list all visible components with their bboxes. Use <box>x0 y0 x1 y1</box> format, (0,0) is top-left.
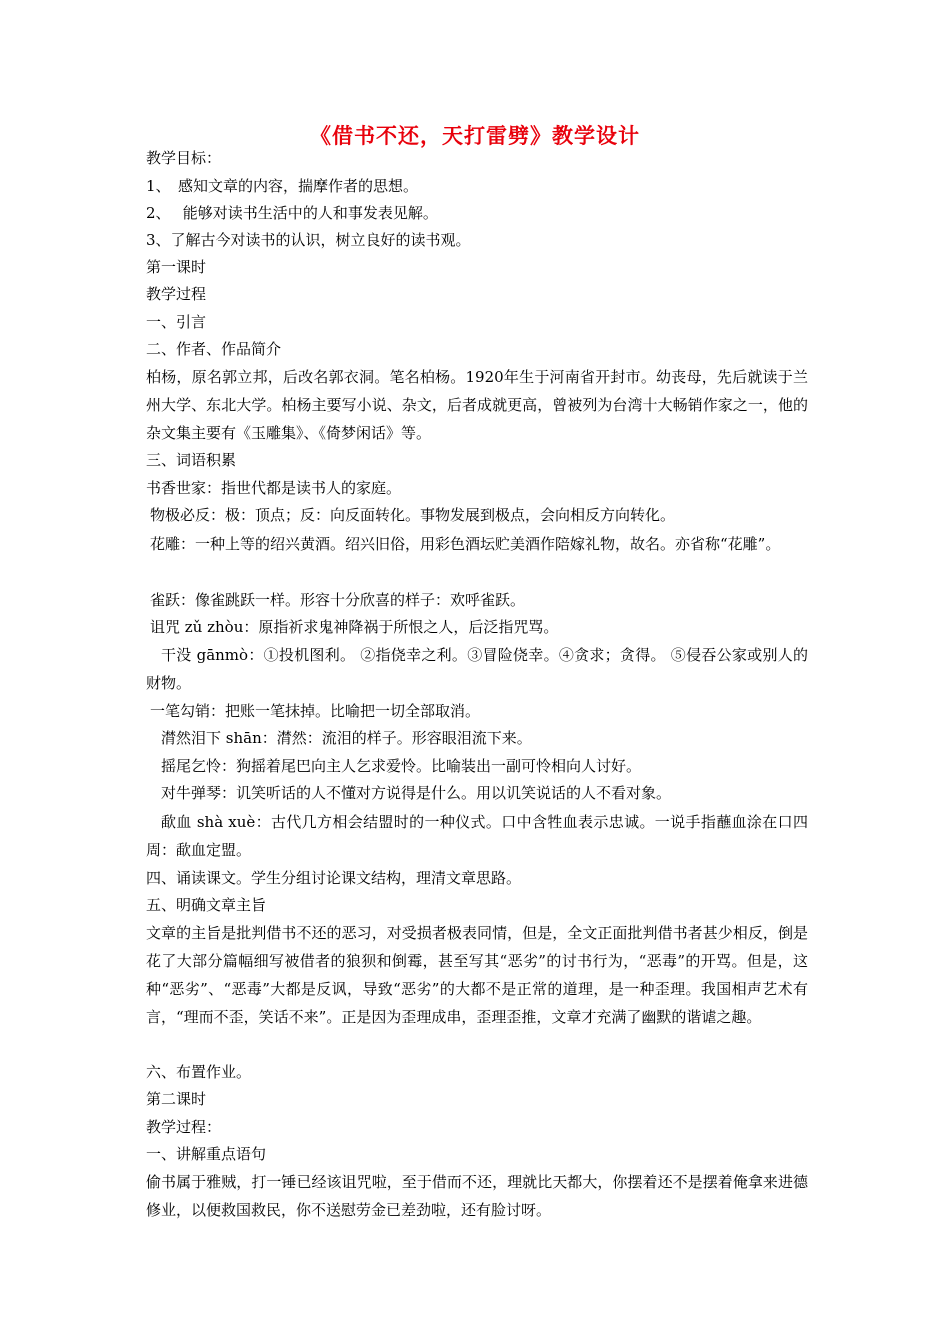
vocab-item: 摇尾乞怜：狗摇着尾巴向主人乞求爱怜。比喻装出一副可怜相向人讨好。 <box>161 757 642 775</box>
theme-paragraph: 文章的主旨是批判借书不还的恶习，对受损者极表同情，但是，全文正面批判借书者甚少相反，倒是花了大部分篇幅细写被借者的狼狈和倒霉，甚至写其“恶劣”的讨书行为，“恶毒”的开骂。但是，这种“恶劣”、“恶毒”大都是反讽，导致“恶劣”的大都不是正常的道理，是一种歪理。我国相声艺术有言，“理而不歪，笑话不来”。正是因为歪理成串，歪理歪推，文章才充满了幽默的谐谑之趣。 <box>146 924 808 1026</box>
vocab-item: 对牛弹琴：讥笑听话的人不懂对方说得是什么。用以讥笑说话的人不看对象。 <box>161 784 672 802</box>
section-reading: 四、诵读课文。学生分组讨论课文结构，理清文章思路。 <box>146 869 522 887</box>
vocab-item: 诅咒 zǔ zhòu：原指祈求鬼神降祸于所恨之人，后泛指咒骂。 <box>150 618 559 636</box>
author-intro-paragraph: 柏杨，原名郭立邦，后改名郭衣洞。笔名柏杨。1920年生于河南省开封市。幼丧母，先后就读于兰州大学、东北大学。柏杨主要写小说、杂文，后者成就更高，曾被列为台湾十大畅销作家之一，他的杂文集主要有《玉雕集》、《倚梦闲话》等。 <box>146 368 808 442</box>
vocab-item: 花雕：一种上等的绍兴黄酒。绍兴旧俗，用彩色酒坛贮美酒作陪嫁礼物，故名。亦省称“花雕”。 <box>150 535 781 553</box>
section-theme: 五、明确文章主旨 <box>146 896 267 914</box>
section-vocabulary: 三、词语积累 <box>146 451 237 469</box>
goal-3: 3、了解古今对读书的认识，树立良好的读书观。 <box>146 231 471 249</box>
lesson-2-heading: 第二课时 <box>146 1090 207 1108</box>
vocab-item: 一笔勾销：把账一笔抹掉。比喻把一切全部取消。 <box>150 702 481 720</box>
section-key-sentences: 一、讲解重点语句 <box>146 1145 267 1163</box>
section-homework: 六、布置作业。 <box>146 1063 252 1081</box>
goal-1: 1、 感知文章的内容，揣摩作者的思想。 <box>146 177 419 195</box>
process-1-heading: 教学过程 <box>146 285 207 303</box>
vocab-item: 物极必反：极：顶点；反：向反面转化。事物发展到极点，会向相反方向转化。 <box>150 506 676 524</box>
vocab-item: 雀跃：像雀跳跃一样。形容十分欣喜的样子：欢呼雀跃。 <box>150 591 526 609</box>
quote-paragraph: 偷书属于雅贼，打一锤已经该诅咒啦，至于借而不还，理就比天都大，你摆着还不是摆着俺拿来进德修业，以便救国救民，你不送慰劳金已差劲啦，还有脸讨呀。 <box>146 1173 808 1219</box>
section-author: 二、作者、作品简介 <box>146 340 282 358</box>
vocab-item: 潸然泪下 shān：潸然：流泪的样子。形容眼泪流下来。 <box>161 729 532 747</box>
document-title: 《借书不还，天打雷劈》教学设计 <box>310 124 640 148</box>
vocab-item: 书香世家：指世代都是读书人的家庭。 <box>146 479 402 497</box>
process-2-heading: 教学过程： <box>146 1118 222 1136</box>
section-intro: 一、引言 <box>146 313 207 331</box>
lesson-1-heading: 第一课时 <box>146 258 207 276</box>
vocab-item: 歃血 shà xuè：古代几方相会结盟时的一种仪式。口中含牲血表示忠诚。一说手指蘸血涂在口四周：歃血定盟。 <box>146 813 808 859</box>
goals-heading: 教学目标： <box>146 149 222 167</box>
goal-2: 2、 能够对读书生活中的人和事发表见解。 <box>146 204 438 222</box>
vocab-item: 干没 gānmò：①投机图利。 ②指侥幸之利。③冒险侥幸。④贪求；贪得。 ⑤侵吞公家或别人的财物。 <box>146 646 808 692</box>
